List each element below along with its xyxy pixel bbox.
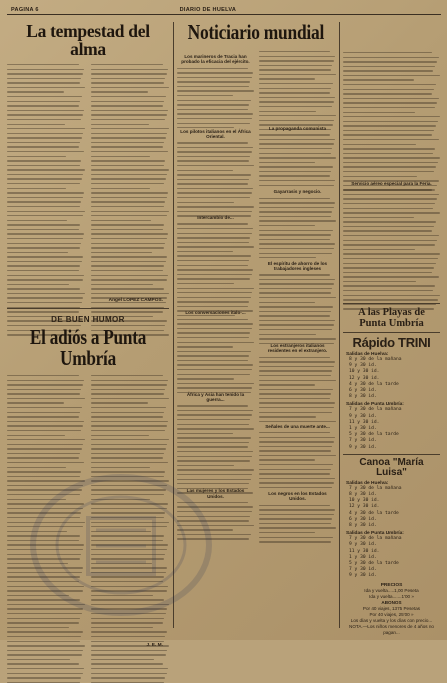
text-block — [177, 405, 254, 485]
price-line: NOTA.—Los niños menores de 4 años no pagan... — [349, 623, 434, 635]
schedule-list — [343, 407, 440, 450]
news-subhead: Los negros en los Estados Unidos. — [268, 490, 327, 502]
schedule-time: 10 y 30 id. — [349, 498, 380, 504]
schedule-time: 12 y 30 id. — [349, 504, 380, 510]
divider — [7, 308, 169, 309]
page-number: PAGINA 6 — [11, 6, 39, 13]
schedule-label: Salidas de Punta Umbría: — [346, 531, 404, 537]
text-block — [91, 375, 169, 645]
news-subhead: Los marineros de Tracia han probado la eficacia del ejército. — [181, 54, 250, 65]
text-block — [343, 189, 440, 299]
schedule-list — [343, 486, 440, 529]
schedule-list — [343, 536, 440, 579]
price-line: Los días y vuelta y los días con precio... — [350, 617, 433, 623]
schedule-time: 9 y 30 id. — [349, 413, 377, 419]
schedule-time: 4 y 30 de la tarde — [349, 510, 399, 516]
news-columns — [177, 51, 336, 545]
text-block — [177, 319, 254, 389]
schedule-time: 7 y 30 de la mañana — [349, 485, 402, 491]
schedule-time: 7 y 30 de la mañana — [349, 536, 402, 542]
text-block — [259, 505, 336, 545]
article-2-signature: J. E. M. — [146, 643, 163, 648]
divider — [343, 332, 440, 333]
schedule-label: Salidas de Huelva: — [346, 351, 389, 357]
text-block — [7, 64, 85, 302]
divider — [343, 454, 440, 455]
schedule-time: 5 y 30 de la tarde — [349, 561, 399, 567]
news-subhead: África y Asia han tenido la guerra... — [186, 391, 245, 402]
news-subhead: Los conversaciones italo-... — [185, 310, 246, 316]
schedule-time: 7 y 30 id. — [349, 567, 377, 573]
schedule-label: Salidas de Punta Umbría: — [346, 402, 404, 408]
schedule-time: 10 y 30 id. — [349, 369, 380, 375]
article-2-title: El adiós a Punta Umbría — [29, 325, 147, 370]
page-header — [7, 6, 441, 15]
price-line: Por 40 viajes, 25'00 » — [369, 611, 414, 617]
price-line: Ida y vuelta.......1'00 » — [369, 593, 414, 599]
text-block — [259, 432, 336, 488]
news-column-a — [177, 51, 254, 545]
news-subhead: La propaganda comunista — [268, 126, 327, 131]
news-subhead: Los pilotos italianos en el África Oriental. — [180, 128, 251, 139]
section-title: Noticiario mundial — [187, 20, 325, 44]
schedule-time: 4 y 30 de la tarde — [349, 381, 399, 387]
text-block — [259, 274, 336, 340]
schedule-time: 9 y 30 id. — [349, 573, 377, 579]
schedule-time: 6 y 30 id. — [349, 387, 377, 393]
right-column — [343, 22, 440, 636]
schedule-label: Salidas de Huelva: — [346, 480, 389, 486]
text-block — [177, 142, 254, 212]
left-column — [7, 22, 169, 648]
news-subhead: Gayarrasis y negocio. — [273, 189, 322, 195]
schedule-time: 11 y 30 id. — [349, 548, 380, 554]
text-block — [259, 134, 336, 186]
timetable-title-line2: Punta Umbría — [359, 318, 424, 330]
text-block — [177, 68, 254, 126]
schedule-time: 7 y 30 de la mañana — [349, 407, 402, 413]
news-subhead: El espíritu de ahorro de los trabajadores ingleses — [267, 260, 328, 271]
boat-1-name: Rápido TRINI — [352, 335, 431, 351]
schedule-time: 5 y 30 de la tarde — [349, 432, 399, 438]
article-2-kicker: DE BUEN HUMOR — [51, 315, 125, 324]
schedule-time: 9 y 30 id. — [349, 444, 377, 450]
text-block — [177, 502, 254, 542]
column-rule — [339, 22, 340, 628]
text-block — [7, 375, 85, 645]
prices-title: PRECIOS — [380, 582, 403, 588]
middle-column — [177, 22, 336, 545]
price-line: Ida y vuelta.....1,00 Peseta — [364, 587, 419, 593]
schedule-time: 8 y 30 id. — [349, 492, 377, 497]
schedule-time: 8 y 30 id. — [349, 394, 377, 400]
text-block — [91, 64, 169, 302]
news-subhead: Las mujeres y los Estados Unidos. — [186, 488, 245, 499]
text-block — [177, 223, 254, 307]
prices-list — [343, 588, 440, 636]
article-1-body — [7, 64, 169, 302]
text-block — [259, 357, 336, 421]
schedule-time: 12 y 30 id. — [349, 375, 380, 381]
boat-2-name: Canoa "María Luisa" — [359, 456, 424, 479]
article-1-signature: Angel LOPEZ CAMPOS. — [108, 298, 163, 303]
text-block — [343, 52, 440, 178]
text-block — [259, 51, 336, 123]
article-2-body — [7, 375, 169, 645]
schedule-time: 9 y 30 id. — [349, 363, 377, 369]
news-subhead: Intercambio de... — [197, 215, 234, 221]
article-1-title: La tempestad del alma — [26, 21, 150, 59]
schedule-list — [343, 357, 440, 400]
column-rule — [173, 22, 174, 628]
paper-name: DIARIO DE HUELVA — [179, 6, 237, 13]
schedule-time: 8 y 30 id. — [349, 523, 377, 529]
news-column-b — [259, 51, 336, 545]
news-subhead: Los estranjeros italianos residentes en el extranjero. — [267, 343, 328, 354]
schedule-time: 7 y 30 id. — [349, 438, 377, 444]
columns — [7, 20, 440, 648]
timetable-title-line1: A las Playas de — [358, 307, 425, 319]
schedule-time: 11 y 30 id. — [349, 419, 380, 425]
ferry-timetable-box — [343, 307, 440, 635]
text-block — [259, 198, 336, 258]
news-subhead: Señales de una muerte ante... — [265, 423, 330, 429]
schedule-time: 9 y 30 id. — [349, 542, 377, 548]
schedule-time: 6 y 30 id. — [349, 516, 377, 522]
schedule-time: 1 y 30 id. — [349, 425, 377, 431]
news-subhead: Servicio aéreo especial para la Feria. — [351, 181, 432, 186]
price-line: Por 40 viajes, 1375 Pesetas — [362, 605, 421, 611]
price-line: ABONOS — [381, 599, 402, 605]
schedule-time: 1 y 30 id. — [349, 554, 377, 560]
schedule-time: 8 y 30 de la mañana — [349, 356, 402, 362]
